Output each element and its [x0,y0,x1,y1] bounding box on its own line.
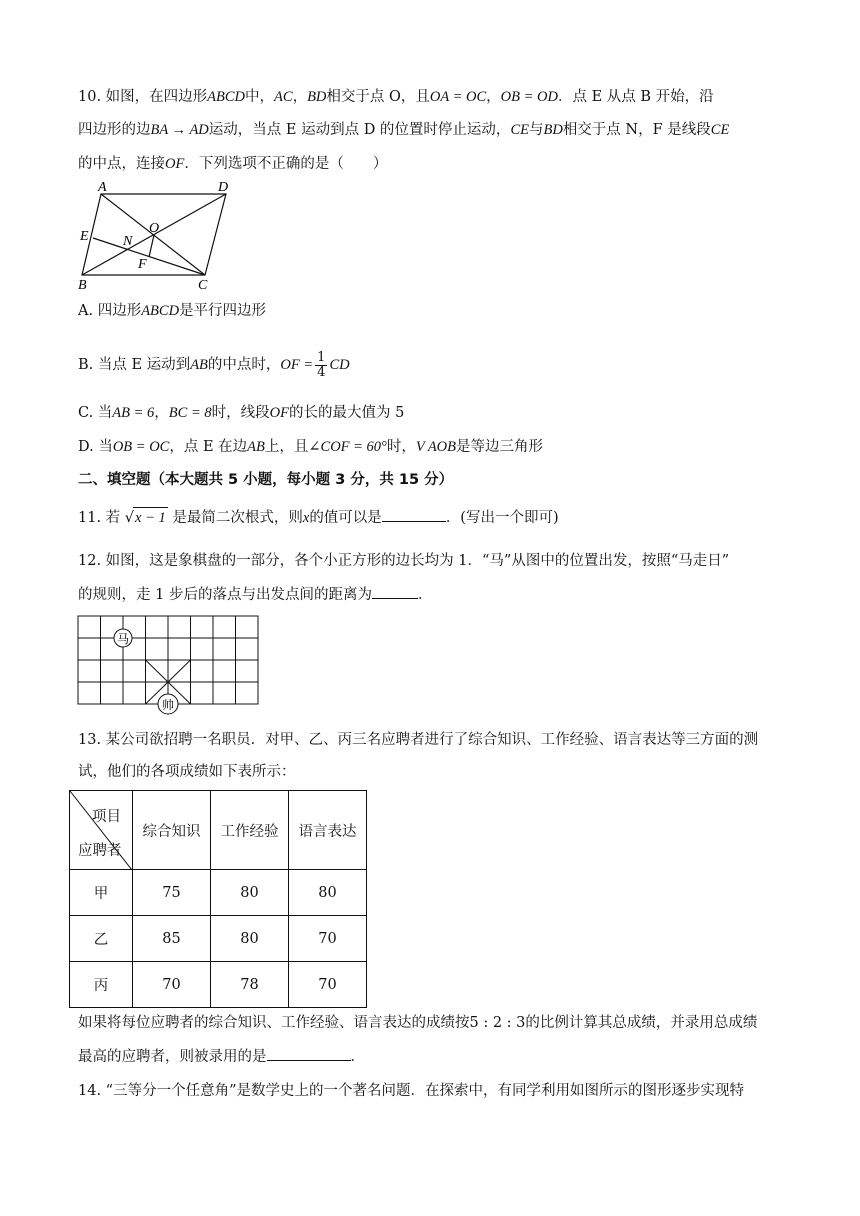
table-corner-cell: 项目 应聘者 [70,791,133,870]
label-C: C [198,278,208,292]
q10-option-b: B. 当点 E 运动到AB的中点时，OF = $\frac{1}{4}$ CD [78,349,350,380]
score-cell: 80 [211,870,289,916]
label-N: N [123,234,133,249]
q13-line1: 13. 某公司欲招聘一名职员．对甲、乙、丙三名应聘者进行了综合知识、工作经验、语言表达等三方面的测 [78,732,759,748]
applicant-name: 甲 [70,870,133,916]
score-cell: 70 [289,916,367,962]
q13-line2: 试，他们的各项成绩如下表所示： [78,764,296,780]
q13-after-line2: 最高的应聘者，则被录用的是 ． [78,1046,820,1067]
table-row [70,962,367,1008]
label-A: A [98,180,107,195]
label-D: D [218,180,229,195]
q10-line2: 四边形的边BA → AD运动，当点 E 运动到点 D 的位置时停止运动，CE与BD相交于点 N，F 是线段CE [78,122,730,138]
label-E: E [80,229,89,244]
applicant-name: 乙 [70,916,133,962]
q12-line2: 的规则，走 1 步后的落点与出发点间的距离为 ． [78,584,820,605]
q11-answer-blank[interactable] [382,507,446,522]
q11-line: 11. 若 √x − 1 是最简二次根式，则x的值可以是 ．(写出一个即可) [78,507,820,528]
general-piece [158,694,178,714]
header-work-experience: 工作经验 [211,791,289,870]
score-cell: 78 [211,962,289,1008]
q10-parallelogram-figure [74,180,236,292]
score-cell: 75 [133,870,211,916]
q10-line1: 10. 如图，在四边形ABCD中，AC，BD相交于点 O，且OA = OC，OB = OD．点 E 从点 B 开始，沿 [78,89,714,105]
score-cell: 70 [133,962,211,1008]
q12-line1: 12. 如图，这是象棋盘的一部分，各个小正方形的边长均为 1．“马”从图中的位置出发，按照“马走日” [78,553,730,569]
header-general-knowledge: 综合知识 [133,791,211,870]
q12-answer-blank[interactable] [372,584,418,599]
q10-option-d: D. 当OB = OC，点 E 在边AB上，且∠COF = 60°时，V AOB是等边三角形 [78,439,544,455]
q10-option-c: C. 当AB = 6，BC = 8时，线段OF的长的最大值为 5 [78,405,405,421]
q13-answer-blank[interactable] [267,1046,351,1061]
svg-text:马: 马 [116,632,130,646]
section-heading-fill-in: 二、填空题（本大题共 5 小题，每小题 3 分，共 15 分） [78,472,454,488]
score-cell: 70 [289,962,367,1008]
table-row [70,870,367,916]
q12-chessboard-figure [76,612,262,718]
q13-after-line1: 如果将每位应聘者的综合知识、工作经验、语言表达的成绩按5 : 2 : 3的比例计算其总成绩，并录用总成绩 [78,1015,758,1031]
header-language-expression: 语言表达 [289,791,367,870]
q10-option-a: A. 四边形ABCD是平行四边形 [78,303,267,319]
knight-piece [114,629,132,647]
label-F: F [138,257,147,272]
score-cell: 80 [289,870,367,916]
label-B: B [78,278,87,292]
svg-text:帅: 帅 [161,698,175,712]
score-cell: 85 [133,916,211,962]
score-cell: 80 [211,916,289,962]
applicant-name: 丙 [70,962,133,1008]
q10-line3: 的中点，连接OF．下列选项不正确的是（ ） [78,156,388,172]
q13-score-table [69,790,367,1008]
table-row [70,916,367,962]
label-O: O [149,221,160,236]
q14-line1: 14. “三等分一个任意角”是数学史上的一个著名问题．在探索中，有同学利用如图所示的图形逐步实现特 [78,1083,744,1099]
